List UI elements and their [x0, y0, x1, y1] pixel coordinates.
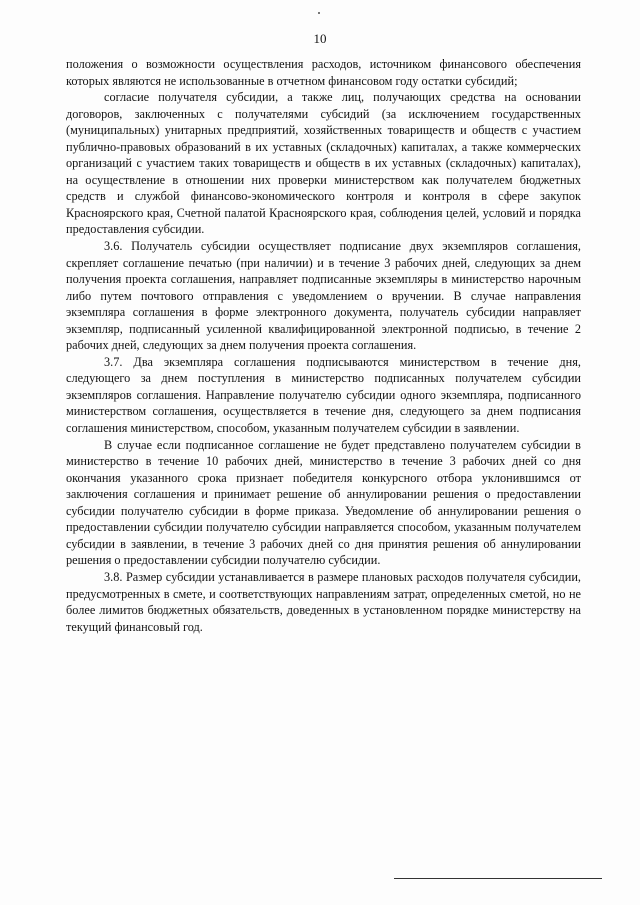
paragraph-consent-to-inspection: согласие получателя субсидии, а также лиц, получающих средства на основании договоров, заключенных с получателями субсидий (за исключением государственных (муниципальных) унитарных предприятий, хозяйственных товариществ и обществ с участием публично-правовых образований в их уставных (складочных) капиталах, а также коммерческих организаций с участием таких товариществ и обществ в их уставных (складочных) капиталах), на осуществление в отношении них проверки министерством как получателем бюджетных средств и службой финансово-экономического контроля и контроля в сфере закупок Красноярского края, Счетной палатой Красноярского края, соблюдения целей, условий и порядка предоставления субсидии. [66, 90, 581, 237]
paragraph-surplus-funds: положения о возможности осуществления расходов, источником финансового обеспечения которых являются не использованные в отчетном финансовом году остатки субсидий; [66, 57, 581, 88]
page-number: 10 [313, 31, 327, 46]
scan-speck [318, 12, 320, 14]
paragraph-3-8-subsidy-amount: 3.8. Размер субсидии устанавливается в размере плановых расходов получателя субсидии, предусмотренных в смете, и соответствующих направлениям затрат, определенных сметой, но не более лимитов бюджетных обязательств, доведенных в установленном порядке министерству на текущий финансовый год. [66, 569, 581, 634]
document-body [66, 56, 581, 635]
paragraph-annulment: В случае если подписанное соглашение не будет представлено получателем субсидии в министерство в течение 10 рабочих дней, министерство в течение 3 рабочих дней со дня окончания указанного срока признает победителя конкурсного отбора уклонившимся от заключения соглашения и принимает решение об аннулировании решения о предоставлении субсидии получателю субсидии в форме приказа. Уведомление об аннулировании решения о предоставлении субсидии получателю субсидии направляется способом, указанным получателем субсидии в заявлении, в течение 3 рабочих дней со дня принятия решения об аннулировании решения о предоставлении субсидии получателю субсидии. [66, 437, 581, 568]
paragraph-3-6-signing: 3.6. Получатель субсидии осуществляет подписание двух экземпляров соглашения, скрепляет соглашение печатью (при наличии) и в течение 3 рабочих дней, следующих за днем получения проекта соглашения, направляет подписанные экземпляры в министерство нарочным либо путем почтового отправления с уведомлением о вручении. В случае направления экземпляра соглашения в форме электронного документа, получатель субсидии направляет экземпляр, подписанный усиленной квалифицированной электронной подписью, в течение 2 рабочих дней, следующих за днем получения проекта соглашения. [66, 239, 581, 353]
paragraph-3-7-ministry-signing: 3.7. Два экземпляра соглашения подписываются министерством в течение дня, следующего за днем поступления в министерство подписанных получателем субсидии экземпляров соглашения. Направление получателю субсидии одного экземпляра, подписанного министерством соглашения, осуществляется в течение дня, следующего за днем подписания соглашения министерством, способом, указанным получателем субсидии в заявлении. [66, 354, 581, 436]
footer-rule [394, 878, 602, 879]
